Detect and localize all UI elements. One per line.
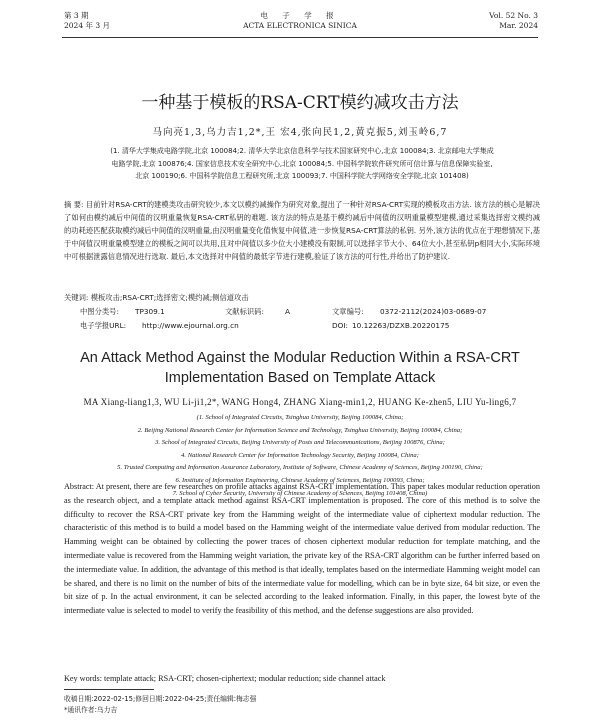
en-title-line: An Attack Method Against the Modular Reduction Within a RSA-CRT <box>80 350 520 366</box>
en-keywords <box>64 673 540 685</box>
en-affiliation-line: 6. Institute of Information Engineering, Chinese Academy of Sciences, Beijing 100093, China; <box>175 476 425 484</box>
volume-number: Vol. 52 No. 3 <box>489 11 538 20</box>
journal-url[interactable]: http://www.ejournal.org.cn <box>142 321 239 330</box>
cn-abstract-text: 目前针对RSA-CRT的建模类攻击研究较少,本文以模约减操作为研究对象,提出了一种针对RSA-CRT实现的模板攻击方法. 该方法的核心是解决了如何由模约减后中间值的汉明重量恢复RSA-CRT私钥的难题. 该方法的特点是基于模约减后中间值的汉明重量模型建模,通过采集选择密文模约减的功耗迹匹配获取模约减后中间值的汉明重量,由汉明重量变化值恢复中间值,进一步恢复RSA-CRT算法的私钥. 另外,该方法的优点在于理想情况下,基于中间值汉明重量模型建立的模板之间可以共用,且对中间值以多少位大小建模没有限制,可以选择字节大小、64位大小,甚至私钥p相同大小,实际环境中可根据泄露信息情况进行选取. 最后,本文选择对中间值的最低字节进行建模,验证了该方法的可行性,并给出了防护建议. <box>64 200 540 261</box>
en-affiliation-line: 4. National Research Center for Information Technology Security, Beijing 100084, China; <box>181 451 419 459</box>
cn-keywords-label: 关键词: <box>64 293 89 302</box>
cn-affiliations <box>64 145 540 183</box>
doc-code-label: 文献标识码: <box>225 307 264 316</box>
en-abstract <box>64 480 540 618</box>
cn-affiliation-line: 北京 100190;6. 中国科学院信息工程研究所,北京 100093;7. 中国科学院大学网络安全学院,北京 101408) <box>135 172 469 180</box>
article-no-label: 文章编号: <box>332 307 364 316</box>
cn-affiliation-line: 电路学院,北京 100876;4. 国家信息技术安全研究中心,北京 100084;5. 中国科学院软件研究所可信计算与信息保障实验室, <box>111 159 493 168</box>
cn-abstract <box>64 199 540 264</box>
en-affiliation-line: (1. School of Integrated Circuits, Tsinghua University, Beijing 100084, China; <box>196 414 404 421</box>
en-affiliation-line: 5. Trusted Computing and Information Assurance Laboratory, Institute of Software, Chinese Academy of Sciences, Beijing 100190, China; <box>117 464 483 472</box>
en-keywords-text: template attack; RSA-CRT; chosen-ciphertext; modular reduction; side channel attack <box>104 674 386 683</box>
cn-affiliation-line: (1. 清华大学集成电路学院,北京 100084;2. 清华大学北京信息科学与技术国家研究中心,北京 100084;3. 北京邮电大学集成 <box>110 147 494 155</box>
issue-date-cn: 2024 年 3 月 <box>64 21 111 30</box>
doc-code-value: A <box>285 307 290 316</box>
journal-name-en: ACTA ELECTRONICA SINICA <box>243 21 357 30</box>
issue-date-en: Mar. 2024 <box>499 21 538 30</box>
en-keywords-label: Key words: <box>64 674 102 683</box>
en-abstract-label: Abstract: <box>64 482 95 491</box>
cn-title: 一种基于模板的RSA-CRT模约减攻击方法 <box>141 93 459 113</box>
footnote-corresponding: *通讯作者:乌力吉 <box>64 706 118 714</box>
issue-number: 第 3 期 <box>64 11 89 20</box>
header-divider <box>62 37 538 38</box>
cn-abstract-label: 摘 要: <box>64 200 84 209</box>
article-no-value: 0372-2112(2024)03-0689-07 <box>380 307 487 316</box>
journal-name-cn: 电 子 学 报 <box>260 11 340 20</box>
en-affiliation-line: 2. Beijing National Research Center for Information Science and Technology, Tsinghua University, Beijing 100084, China; <box>137 426 463 434</box>
en-affiliation-line: 7. School of Cyber Security, University of Chinese Academy of Sciences, Beijing 101408, China) <box>172 489 428 497</box>
en-authors: MA Xiang-liang1,3, WU Li-ji1,2*, WANG Hong4, ZHANG Xiang-min1,2, HUANG Ke-zhen5, LIU Yu-ling6,7 <box>83 397 517 407</box>
clc-value: TP309.1 <box>135 307 165 316</box>
footnote-received: 收稿日期:2022-02-15;修回日期:2022-04-25;责任编辑:梅志强 <box>64 695 257 703</box>
en-abstract-text: At present, there are few researches on profile attacks against RSA-CRT implementation. This paper takes modular reduction operation as the research object, and a template attack method against RSA-CRT implementation is proposed. The core of this method is to solve the difficulty to recover the RSA-CRT private key from the Hamming weight of the intermediate value of ciphertext modular reduction. The characteristic of this method is to build a model based on the Hamming weight of the intermediate value derived from modular reduction. The Hamming weight can be obtained by collecting the power traces of chosen ciphertext modular reduction for template matching, and the intermediate value is recovered from the Hamming weight variation, the private key of the RSA-CRT algorithm can be further inferred based on the intermediate value. In addition, the advantage of this method is that ideally, templates based on the intermediate Hamming weight model can be shared, and there is no limit on the number of bits of the intermediate value for modelling, which can be in byte size, 64 bit size, or even the bit size of p. In the actual environment, it can be selected according to the leaked information. Finally, in this paper, the lowest byte of the intermediate value is selected to model to verify the feasibility of this method, and the defense suggestions are also provided. <box>64 482 540 616</box>
url-label: 电子学报URL: <box>80 321 127 330</box>
en-affiliation-line: 3. School of Integrated Circuits, Beijing University of Posts and Telecommunications, Beijing 100876, China; <box>155 439 445 447</box>
footnote-divider <box>64 689 154 690</box>
clc-label: 中图分类号: <box>80 307 119 316</box>
running-header-right <box>489 11 538 31</box>
doi-label: DOI: <box>332 321 348 330</box>
en-title <box>0 348 600 388</box>
cn-keywords <box>64 292 540 304</box>
cn-keywords-text: 模板攻击;RSA-CRT;选择密文;模约减;侧信道攻击 <box>90 293 249 302</box>
en-title-line: Implementation Based on Template Attack <box>164 370 436 386</box>
cn-authors: 马向亮1,3,乌力吉1,2*,王 宏4,张向民1,2,黄克振5,刘玉岭6,7 <box>152 127 448 138</box>
doi-value[interactable]: 10.12263/DZXB.20220175 <box>352 321 450 330</box>
